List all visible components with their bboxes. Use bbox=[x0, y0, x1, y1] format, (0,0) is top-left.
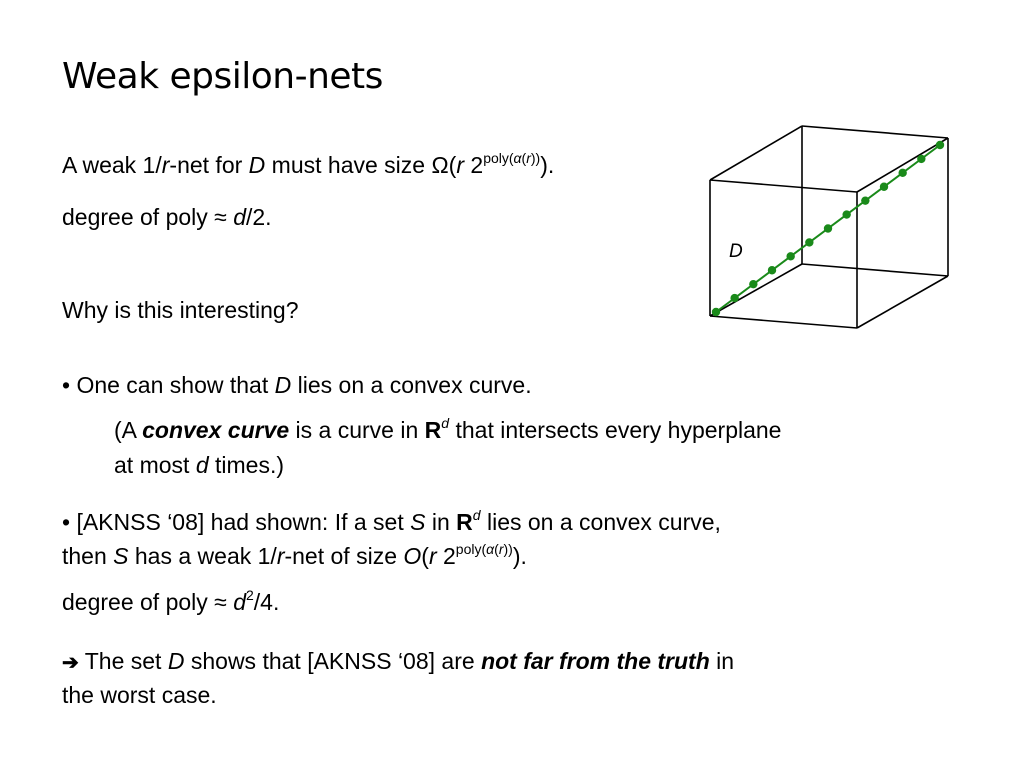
point-8 bbox=[842, 210, 850, 218]
degree-statement-1: degree of poly ≈ d/2. bbox=[62, 204, 272, 230]
point-5 bbox=[786, 252, 794, 260]
weak-net-size-statement: A weak 1/r-net for D must have size Ω(r $2^{poly(\alpha(r))}$). bbox=[62, 150, 555, 178]
point-13 bbox=[936, 141, 944, 149]
point-9 bbox=[861, 196, 869, 204]
right-arrow-icon: ➔ bbox=[62, 652, 79, 674]
point-10 bbox=[880, 183, 888, 191]
point-3 bbox=[749, 280, 757, 288]
bullet-aknss-line2: then S has a weak 1/r-net of size O(r $2^{poly(\alpha(r))}$). bbox=[62, 541, 527, 569]
cube-diagram bbox=[700, 120, 960, 335]
point-4 bbox=[768, 266, 776, 274]
point-6 bbox=[805, 238, 813, 246]
bullet-aknss-line1: • [AKNSS ‘08] had shown: If a set S in $R^d$ lies on a convex curve, bbox=[62, 507, 721, 535]
degree-statement-2: degree of poly ≈ $d^2/4$. bbox=[62, 587, 280, 615]
point-1 bbox=[712, 308, 720, 316]
set-D-label: D bbox=[729, 241, 743, 262]
slide-title: Weak epsilon-nets bbox=[62, 56, 383, 97]
convex-curve-definition-line1: (A convex curve is a curve in $R^d$ that intersects every hyperplane bbox=[114, 415, 782, 443]
point-11 bbox=[898, 169, 906, 177]
bullet-convex-curve: • One can show that D lies on a convex curve. bbox=[62, 372, 532, 398]
convex-curve-definition-line2: at most d times.) bbox=[114, 452, 284, 478]
point-2 bbox=[730, 294, 738, 302]
point-7 bbox=[824, 224, 832, 232]
why-interesting-heading: Why is this interesting? bbox=[62, 297, 299, 323]
conclusion-line1: ➔ The set D shows that [AKNSS ‘08] are not far from the truth in bbox=[62, 648, 735, 674]
point-12 bbox=[917, 155, 925, 163]
conclusion-line2: the worst case. bbox=[62, 682, 217, 708]
